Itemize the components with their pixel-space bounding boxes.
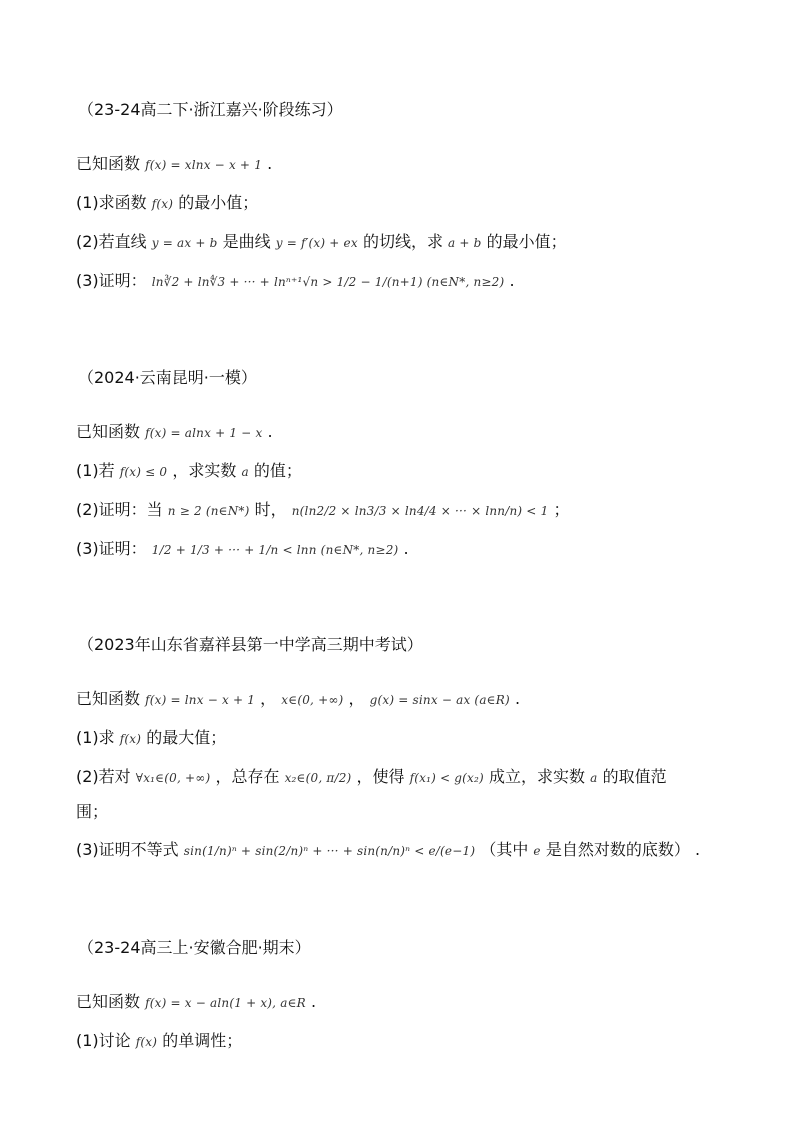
formula: sin(1/n)ⁿ + sin(2/n)ⁿ + ··· + sin(n/n)ⁿ < e/(e−1) (183, 844, 476, 858)
formula: a (241, 465, 249, 479)
formula: f(x) (119, 732, 142, 746)
formula: f(x) = alnx + 1 − x (145, 426, 263, 440)
problem-stem: 已知函数 f(x) = xlnx − x + 1 . (76, 154, 273, 173)
formula: x∈(0, +∞) (281, 693, 344, 707)
question-2-continued: 围； (76, 802, 109, 821)
formula: f(x) (135, 1035, 158, 1049)
problem-4 (76, 936, 746, 1054)
formula: x₂∈(0, π/2) (284, 771, 352, 785)
formula: f(x) = lnx − x + 1 (145, 693, 256, 707)
formula: ln∛2 + ln∜3 + ··· + lnⁿ⁺¹√n > 1/2 − 1/(n+1) (n∈N*, n≥2) (151, 275, 505, 289)
problem-1 (76, 98, 746, 294)
formula: ∀x₁∈(0, +∞) (135, 771, 211, 785)
formula: y = f′(x) + ex (275, 236, 358, 250)
question-2: (2)若直线 y = ax + b 是曲线 y = f′(x) + ex 的切线，求 a + b 的最小值； (76, 232, 567, 251)
question-1: (1)讨论 f(x) 的单调性； (76, 1031, 243, 1050)
formula: f(x) = xlnx − x + 1 (145, 158, 263, 172)
formula: y = ax + b (151, 236, 218, 250)
problem-source: （2024·云南昆明·一模） (78, 368, 257, 387)
question-3: (3)证明： ln∛2 + ln∜3 + ··· + lnⁿ⁺¹√n > 1/2 − 1/(n+1) (n∈N*, n≥2) . (76, 271, 515, 290)
problem-stem: 已知函数 f(x) = x − aln(1 + x), a∈R . (76, 992, 317, 1011)
question-3: (3)证明不等式 sin(1/n)ⁿ + sin(2/n)ⁿ + ··· + sin(n/n)ⁿ < e/(e−1) （其中 e 是自然对数的底数） . (76, 840, 701, 859)
question-2: (2)若对 ∀x₁∈(0, +∞) ，总存在 x₂∈(0, π/2) ，使得 f(x₁) < g(x₂) 成立，求实数 a 的取值范 (76, 767, 667, 786)
formula: n ≥ 2 (n∈N*) (167, 504, 250, 518)
question-1: (1)求 f(x) 的最大值； (76, 728, 227, 747)
formula: e (533, 844, 541, 858)
formula: f(x) ≤ 0 (119, 465, 168, 479)
formula: f(x) (151, 197, 174, 211)
problem-source: （23-24高二下·浙江嘉兴·阶段练习） (78, 100, 343, 119)
problem-source: （2023年山东省嘉祥县第一中学高三期中考试） (78, 635, 423, 654)
problem-3 (76, 633, 746, 863)
formula: f(x) = x − aln(1 + x), a∈R (145, 996, 306, 1010)
formula: n(ln2/2 × ln3/3 × ln4/4 × ··· × lnn/n) < 1 (291, 504, 549, 518)
problem-2 (76, 366, 746, 562)
formula: a (590, 771, 598, 785)
formula: a + b (448, 236, 482, 250)
problem-stem: 已知函数 f(x) = alnx + 1 − x . (76, 422, 273, 441)
problem-stem: 已知函数 f(x) = lnx − x + 1 ， x∈(0, +∞) ， g(x) = sinx − ax (a∈R) . (76, 689, 521, 708)
question-2: (2)证明：当 n ≥ 2 (n∈N*) 时， n(ln2/2 × ln3/3 × ln4/4 × ··· × lnn/n) < 1 ； (76, 500, 570, 519)
problem-source: （23-24高三上·安徽合肥·期末） (78, 938, 311, 957)
question-3: (3)证明： 1/2 + 1/3 + ··· + 1/n < lnn (n∈N*, n≥2) . (76, 539, 409, 558)
question-1: (1)求函数 f(x) 的最小值； (76, 193, 259, 212)
formula: f(x₁) < g(x₂) (409, 771, 484, 785)
formula: 1/2 + 1/3 + ··· + 1/n < lnn (n∈N*, n≥2) (151, 543, 399, 557)
formula: g(x) = sinx − ax (a∈R) (369, 693, 510, 707)
question-1: (1)若 f(x) ≤ 0 ，求实数 a 的值； (76, 461, 302, 480)
